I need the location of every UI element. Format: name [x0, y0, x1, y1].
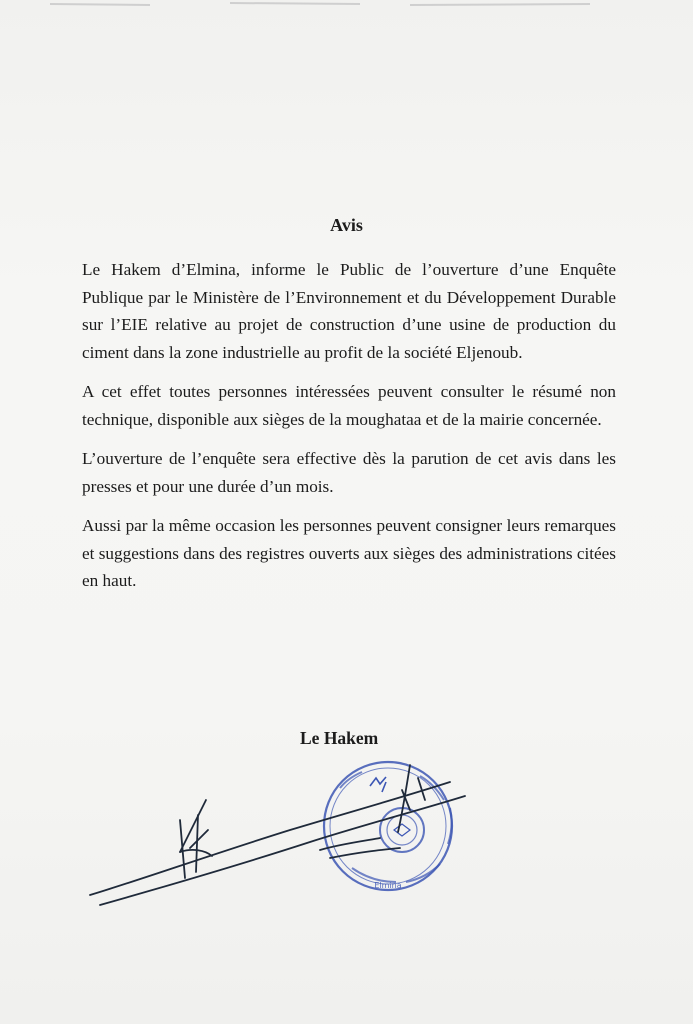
page-edge-marks — [30, 0, 670, 20]
notice-title: Avis — [330, 215, 363, 235]
handwritten-signature-icon — [80, 760, 480, 930]
signer-title: Le Hakem — [300, 728, 379, 748]
paragraph-registers: Aussi par la même occasion les personnes peuvent consigner leurs remarques et suggestions dans des registres ouverts aux sièges des administrations citées en haut. — [82, 516, 616, 590]
paragraph-consultation: A cet effet toutes personnes intéressées peuvent consulter le résumé non technique, disponible aux sièges de la moughataa et de la mairie concernée. — [82, 382, 616, 429]
paragraph-announcement: Le Hakem d’Elmina, informe le Public de l’ouverture d’une Enquête Publique par le Ministère de l’Environnement et du Développement Durable sur l’EIE relative au projet de construction d’une usine de production du ciment dans la zone industrielle au profit de la société Eljenoub. — [82, 260, 616, 362]
paragraph-duration: L’ouverture de l’enquête sera effective dès la parution de cet avis dans les presses et pour une durée d’un mois. — [82, 449, 616, 496]
svg-text:Elmina: Elmina — [374, 881, 402, 890]
notice-body — [82, 256, 616, 607]
